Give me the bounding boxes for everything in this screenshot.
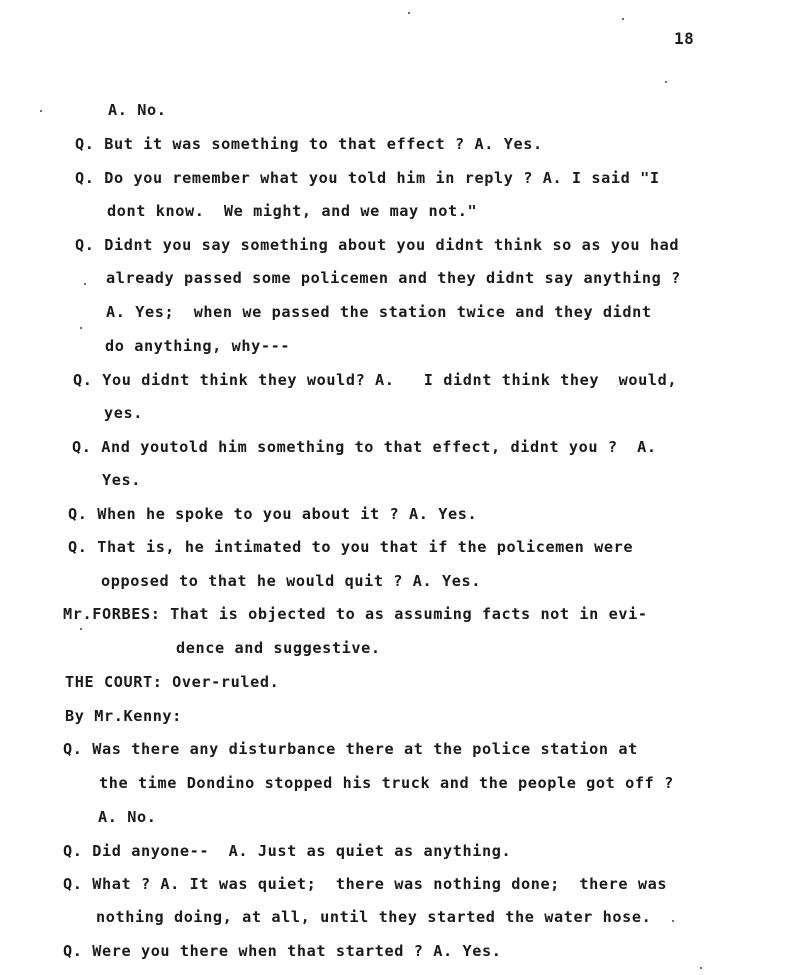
- transcript-line: opposed to that he would quit ? A. Yes.: [101, 572, 482, 590]
- transcript-line: do anything, why---: [105, 337, 291, 355]
- transcript-line: Q. When he spoke to you about it ? A. Yes.: [68, 505, 478, 523]
- transcript-line: Q. Did anyone-- A. Just as quiet as anything.: [63, 842, 512, 860]
- transcript-line: Q. Didnt you say something about you didnt think so as you had: [75, 236, 680, 254]
- scan-speck: [84, 283, 86, 285]
- scan-speck: [700, 967, 702, 969]
- transcript-line: Yes.: [102, 471, 141, 489]
- scan-speck: [40, 110, 42, 112]
- transcript-line: already passed some policemen and they didnt say anything ?: [106, 269, 681, 287]
- scan-speck: [80, 628, 82, 630]
- transcript-line: Q. And youtold him something to that effect, didnt you ? A.: [72, 438, 657, 456]
- transcript-line: By Mr.Kenny:: [65, 707, 182, 725]
- transcript-line: nothing doing, at all, until they started the water hose.: [96, 908, 652, 926]
- transcript-line: the time Dondino stopped his truck and the people got off ?: [99, 774, 674, 792]
- transcript-line: Q. That is, he intimated to you that if the policemen were: [68, 538, 634, 556]
- transcript-line: dont know. We might, and we may not.": [107, 202, 478, 220]
- transcript-line: A. Yes; when we passed the station twice and they didnt: [106, 303, 652, 321]
- scan-speck: [80, 327, 82, 329]
- transcript-line: dence and suggestive.: [176, 639, 381, 657]
- scan-speck: [622, 18, 624, 20]
- scan-speck: [665, 81, 667, 83]
- scan-speck: [672, 920, 674, 922]
- page-number: 18: [674, 29, 695, 48]
- transcript-line: Mr.FORBES: That is objected to as assuming facts not in evi-: [63, 605, 648, 623]
- transcript-line: Q. Was there any disturbance there at the police station at: [63, 740, 638, 758]
- transcript-line: THE COURT: Over-ruled.: [65, 673, 280, 691]
- scan-speck: [408, 12, 410, 14]
- transcript-line: Q. What ? A. It was quiet; there was nothing done; there was: [63, 875, 668, 893]
- transcript-line: Q. Do you remember what you told him in reply ? A. I said "I: [75, 169, 660, 187]
- transcript-line: A. No.: [98, 808, 157, 826]
- transcript-line: Q. You didnt think they would? A. I didnt think they would,: [73, 371, 678, 389]
- transcript-line: Q. But it was something to that effect ? A. Yes.: [75, 135, 543, 153]
- transcript-line: yes.: [104, 404, 143, 422]
- transcript-line: Q. Were you there when that started ? A. Yes.: [63, 942, 502, 960]
- transcript-line: A. No.: [108, 101, 167, 119]
